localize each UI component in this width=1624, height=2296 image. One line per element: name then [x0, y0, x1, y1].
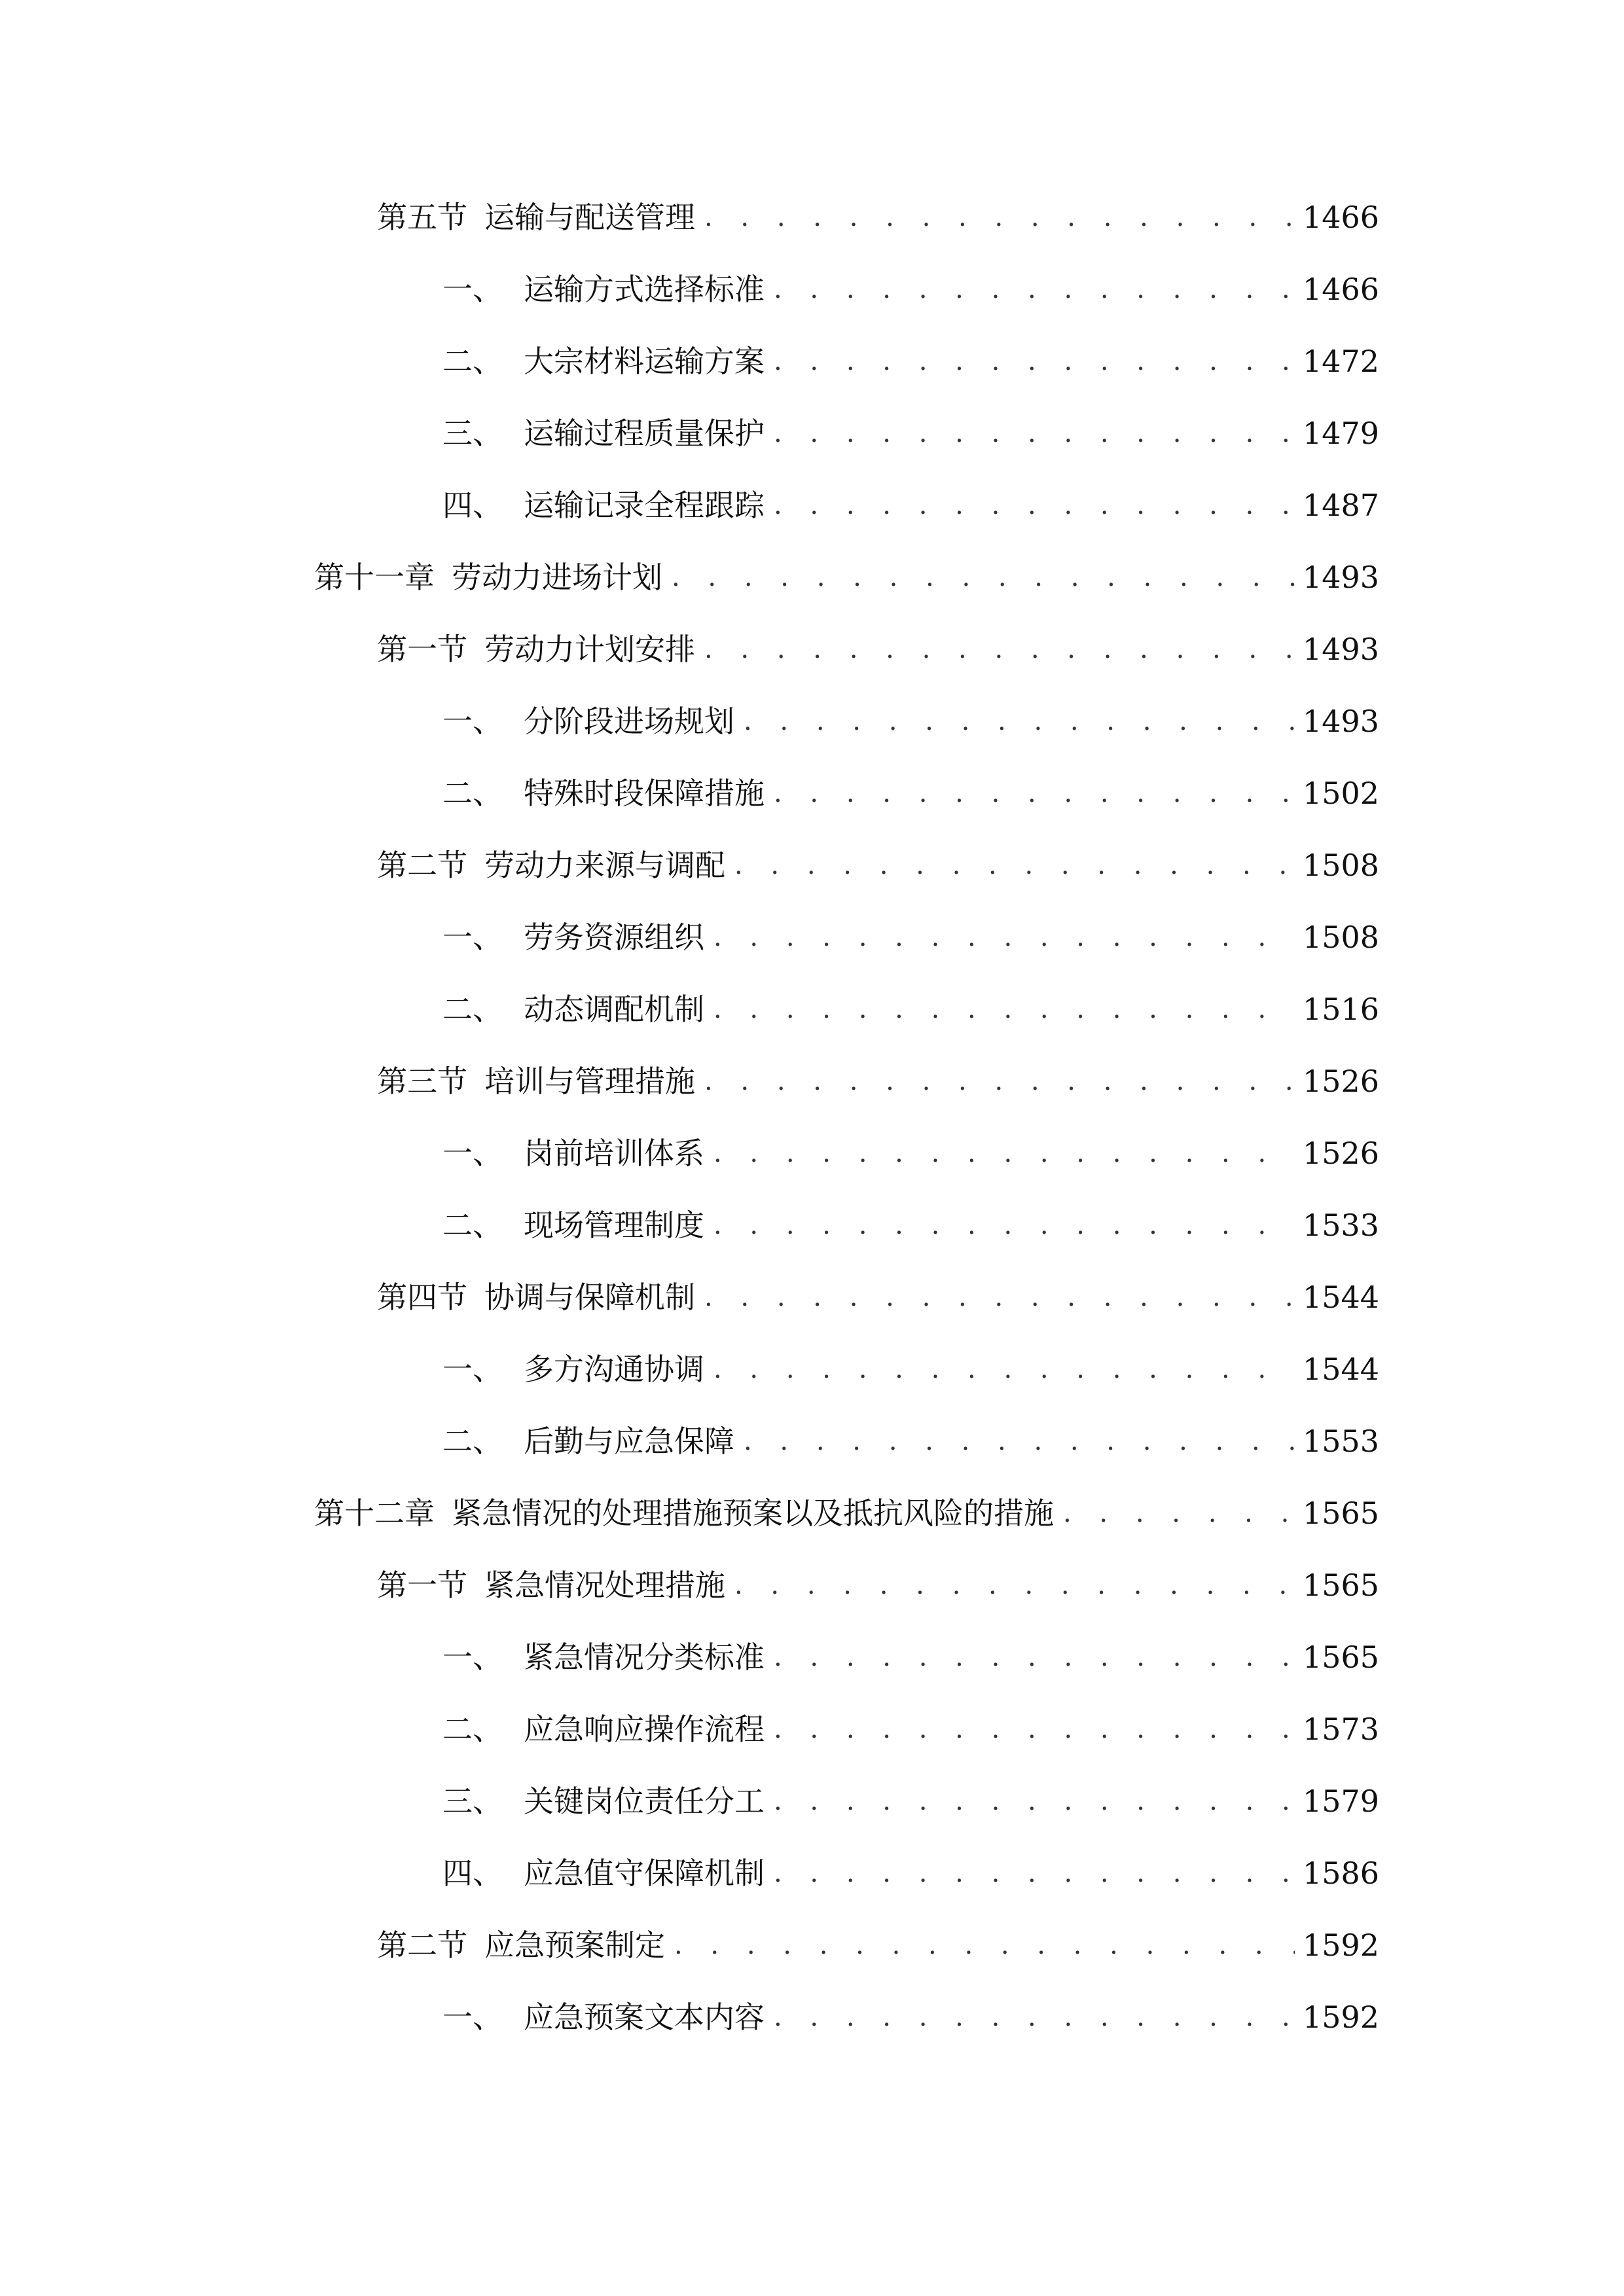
toc-page-number: 1592	[1303, 2000, 1380, 2035]
toc-number: 一、	[442, 1352, 503, 1387]
toc-page-number: 1553	[1303, 1424, 1380, 1459]
toc-label	[314, 1487, 1054, 1539]
toc-number: 二、	[442, 1208, 503, 1243]
dot-leader	[1063, 1487, 1295, 1539]
toc-entry[interactable]	[0, 335, 1624, 387]
toc-label	[442, 1991, 765, 2043]
toc-title: 分阶段进场规划	[524, 704, 734, 739]
dot-leader	[744, 1415, 1295, 1467]
toc-title: 应急响应操作流程	[524, 1712, 765, 1747]
toc-title: 运输记录全程跟踪	[524, 488, 765, 523]
toc-page-number: 1544	[1303, 1280, 1380, 1315]
toc-entry[interactable]	[0, 1271, 1624, 1323]
toc-number: 一、	[442, 1136, 503, 1171]
toc-label	[377, 1919, 665, 1971]
toc-entry[interactable]	[0, 1199, 1624, 1251]
toc-page-number: 1579	[1303, 1784, 1380, 1819]
toc-label	[442, 1199, 704, 1251]
toc-entry[interactable]	[0, 551, 1624, 603]
toc-number: 一、	[442, 2000, 503, 2035]
toc-label	[442, 479, 765, 531]
toc-title: 动态调配机制	[524, 992, 704, 1027]
toc-page-number: 1493	[1303, 704, 1380, 739]
toc-entry[interactable]	[0, 623, 1624, 675]
dot-leader	[713, 983, 1295, 1035]
dot-leader	[774, 407, 1295, 459]
toc-number: 二、	[442, 992, 503, 1027]
toc-number: 第十二章	[314, 1496, 435, 1531]
dot-leader	[713, 1199, 1295, 1251]
toc-title: 运输过程质量保护	[524, 416, 765, 451]
toc-number: 第五节	[377, 200, 467, 235]
toc-page-number: 1502	[1303, 776, 1380, 811]
dot-leader	[774, 1775, 1295, 1827]
toc-number: 二、	[442, 1424, 503, 1459]
toc-label	[377, 1271, 695, 1323]
toc-number: 四、	[442, 1856, 503, 1891]
toc-page-number: 1466	[1303, 272, 1380, 307]
toc-entry[interactable]	[0, 1991, 1624, 2043]
dot-leader	[774, 1991, 1295, 2043]
toc-label	[377, 623, 695, 675]
toc-entry[interactable]	[0, 1343, 1624, 1395]
toc-label	[442, 767, 765, 819]
toc-title: 关键岗位责任分工	[524, 1784, 765, 1819]
toc-label	[442, 407, 765, 459]
toc-title: 现场管理制度	[524, 1208, 704, 1243]
toc-number: 三、	[442, 416, 503, 451]
toc-entry[interactable]	[0, 263, 1624, 315]
toc-label	[442, 911, 704, 963]
toc-entry[interactable]	[0, 1919, 1624, 1971]
toc-label	[442, 983, 704, 1035]
toc-entry[interactable]	[0, 1127, 1624, 1179]
toc-entry[interactable]	[0, 839, 1624, 891]
dot-leader	[774, 479, 1295, 531]
toc-number: 一、	[442, 704, 503, 739]
toc-number: 一、	[442, 1640, 503, 1675]
dot-leader	[774, 767, 1295, 819]
dot-leader	[674, 1919, 1295, 1971]
toc-label	[442, 1775, 765, 1827]
toc-entry[interactable]	[0, 695, 1624, 747]
toc-number: 二、	[442, 776, 503, 811]
toc-page-number: 1533	[1303, 1208, 1380, 1243]
toc-page-number: 1508	[1303, 848, 1380, 883]
dot-leader	[713, 1127, 1295, 1179]
toc-entry[interactable]	[0, 1775, 1624, 1827]
toc-number: 第十一章	[314, 560, 435, 595]
toc-page-number: 1573	[1303, 1712, 1380, 1747]
toc-number: 第一节	[377, 1568, 467, 1603]
toc-page-number: 1472	[1303, 344, 1380, 379]
dot-leader	[734, 839, 1295, 891]
toc-title: 劳动力进场计划	[452, 560, 662, 595]
dot-leader	[704, 191, 1295, 243]
toc-entry[interactable]	[0, 407, 1624, 459]
toc-title: 大宗材料运输方案	[524, 344, 765, 379]
toc-title: 特殊时段保障措施	[524, 776, 765, 811]
dot-leader	[774, 1847, 1295, 1899]
toc-entry[interactable]	[0, 1847, 1624, 1899]
toc-page-number: 1586	[1303, 1856, 1380, 1891]
toc-number: 第二节	[377, 848, 467, 883]
toc-title: 岗前培训体系	[524, 1136, 704, 1171]
toc-label	[377, 839, 725, 891]
toc-title: 应急预案文本内容	[524, 2000, 765, 2035]
toc-label	[442, 1343, 704, 1395]
toc-page-number: 1479	[1303, 416, 1380, 451]
dot-leader	[672, 551, 1295, 603]
toc-number: 二、	[442, 1712, 503, 1747]
dot-leader	[774, 335, 1295, 387]
toc-label	[442, 695, 734, 747]
toc-label	[442, 263, 765, 315]
toc-label	[442, 335, 765, 387]
toc-entry[interactable]	[0, 1631, 1624, 1683]
toc-entry[interactable]	[0, 1559, 1624, 1611]
toc-page-number: 1516	[1303, 992, 1380, 1027]
toc-title: 应急值守保障机制	[524, 1856, 765, 1891]
dot-leader	[734, 1559, 1295, 1611]
toc-title: 紧急情况的处理措施预案以及抵抗风险的措施	[452, 1496, 1054, 1531]
toc-entry[interactable]	[0, 911, 1624, 963]
toc-entry[interactable]	[0, 1055, 1624, 1107]
dot-leader	[704, 1055, 1295, 1107]
toc-number: 一、	[442, 272, 503, 307]
dot-leader	[774, 263, 1295, 315]
toc-number: 一、	[442, 920, 503, 955]
toc-page-number: 1487	[1303, 488, 1380, 523]
toc-entry[interactable]	[0, 767, 1624, 819]
toc-title: 后勤与应急保障	[524, 1424, 734, 1459]
toc-page-number: 1493	[1303, 560, 1380, 595]
dot-leader	[713, 1343, 1295, 1395]
toc-title: 应急预案制定	[484, 1928, 665, 1963]
toc-page-number: 1508	[1303, 920, 1380, 955]
toc-title: 紧急情况分类标准	[524, 1640, 765, 1675]
toc-label	[377, 1055, 695, 1107]
toc-label	[442, 1703, 765, 1755]
toc-number: 二、	[442, 344, 503, 379]
toc-title: 劳动力来源与调配	[484, 848, 725, 883]
dot-leader	[713, 911, 1295, 963]
toc-title: 运输方式选择标准	[524, 272, 765, 307]
toc-label	[442, 1847, 765, 1899]
toc-page-number: 1526	[1303, 1136, 1380, 1171]
toc-page-number: 1544	[1303, 1352, 1380, 1387]
toc-number: 第二节	[377, 1928, 467, 1963]
toc-title: 劳动力计划安排	[484, 632, 695, 667]
toc-label	[377, 1559, 725, 1611]
toc-title: 培训与管理措施	[484, 1064, 695, 1099]
toc-entry[interactable]	[0, 191, 1624, 243]
dot-leader	[774, 1631, 1295, 1683]
toc-number: 第一节	[377, 632, 467, 667]
toc-title: 协调与保障机制	[484, 1280, 695, 1315]
toc-label	[314, 551, 662, 603]
toc-number: 四、	[442, 488, 503, 523]
toc-title: 多方沟通协调	[524, 1352, 704, 1387]
toc-page-number: 1466	[1303, 200, 1380, 235]
toc-page-number: 1526	[1303, 1064, 1380, 1099]
toc-page-number: 1493	[1303, 632, 1380, 667]
toc-entry[interactable]	[0, 1487, 1624, 1539]
dot-leader	[704, 1271, 1295, 1323]
toc-label	[377, 191, 695, 243]
toc-number: 第四节	[377, 1280, 467, 1315]
dot-leader	[774, 1703, 1295, 1755]
toc-label	[442, 1415, 734, 1467]
toc-label	[442, 1631, 765, 1683]
toc-label	[442, 1127, 704, 1179]
toc-title: 劳务资源组织	[524, 920, 704, 955]
toc-entry[interactable]	[0, 1415, 1624, 1467]
dot-leader	[744, 695, 1295, 747]
toc-entry[interactable]	[0, 479, 1624, 531]
toc-page-number: 1592	[1303, 1928, 1380, 1963]
toc-page-number: 1565	[1303, 1640, 1380, 1675]
toc-entry[interactable]	[0, 1703, 1624, 1755]
toc-title: 紧急情况处理措施	[484, 1568, 725, 1603]
toc-title: 运输与配送管理	[484, 200, 695, 235]
toc-entry[interactable]	[0, 983, 1624, 1035]
toc-page-number: 1565	[1303, 1496, 1380, 1531]
toc-number: 第三节	[377, 1064, 467, 1099]
toc-number: 三、	[442, 1784, 503, 1819]
toc-page-number: 1565	[1303, 1568, 1380, 1603]
dot-leader	[704, 623, 1295, 675]
